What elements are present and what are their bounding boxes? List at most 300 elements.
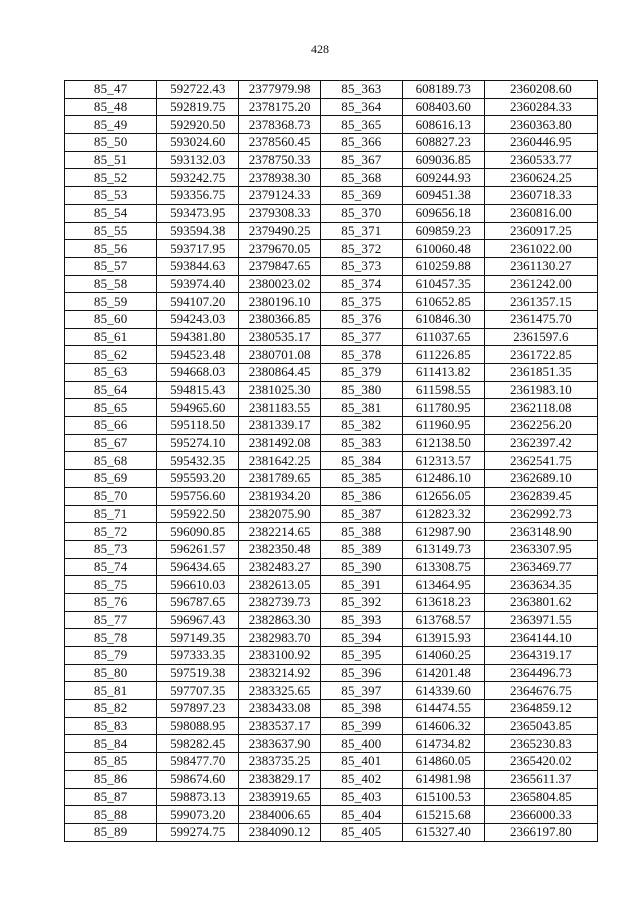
x-coordinate-right-cell: 610846.30 [402,310,484,328]
table-row [65,98,598,116]
point-id-left-cell: 85_53 [65,187,157,205]
point-id-right-cell: 85_367 [320,151,402,169]
point-id-left-cell: 85_56 [65,240,157,258]
x-coordinate-left-cell: 593974.40 [157,275,239,293]
x-coordinate-left-cell: 592722.43 [157,81,239,99]
x-coordinate-right-cell: 611598.55 [402,381,484,399]
y-coordinate-left-cell: 2381339.17 [239,417,321,435]
x-coordinate-left-cell: 597519.38 [157,664,239,682]
y-coordinate-left-cell: 2379670.05 [239,240,321,258]
table-row [65,682,598,700]
y-coordinate-left-cell: 2380864.45 [239,364,321,382]
x-coordinate-left-cell: 594107.20 [157,293,239,311]
x-coordinate-left-cell: 596610.03 [157,576,239,594]
point-id-right-cell: 85_404 [320,806,402,824]
point-id-left-cell: 85_88 [65,806,157,824]
point-id-right-cell: 85_365 [320,116,402,134]
point-id-right-cell: 85_386 [320,487,402,505]
x-coordinate-right-cell: 610259.88 [402,257,484,275]
y-coordinate-right-cell: 2364144.10 [484,629,597,647]
x-coordinate-left-cell: 593242.75 [157,169,239,187]
y-coordinate-right-cell: 2360363.80 [484,116,597,134]
point-id-right-cell: 85_396 [320,664,402,682]
point-id-left-cell: 85_67 [65,434,157,452]
y-coordinate-left-cell: 2382739.73 [239,593,321,611]
y-coordinate-left-cell: 2382075.90 [239,505,321,523]
y-coordinate-right-cell: 2363971.55 [484,611,597,629]
x-coordinate-right-cell: 610457.35 [402,275,484,293]
y-coordinate-right-cell: 2365611.37 [484,770,597,788]
y-coordinate-left-cell: 2381025.30 [239,381,321,399]
point-id-left-cell: 85_51 [65,151,157,169]
point-id-left-cell: 85_59 [65,293,157,311]
point-id-right-cell: 85_384 [320,452,402,470]
point-id-left-cell: 85_85 [65,753,157,771]
y-coordinate-left-cell: 2379124.33 [239,187,321,205]
point-id-left-cell: 85_52 [65,169,157,187]
x-coordinate-right-cell: 615215.68 [402,806,484,824]
x-coordinate-right-cell: 614339.60 [402,682,484,700]
x-coordinate-left-cell: 593132.03 [157,151,239,169]
y-coordinate-left-cell: 2382483.27 [239,558,321,576]
x-coordinate-left-cell: 598477.70 [157,753,239,771]
y-coordinate-left-cell: 2383100.92 [239,647,321,665]
y-coordinate-right-cell: 2365043.85 [484,717,597,735]
y-coordinate-left-cell: 2379847.65 [239,257,321,275]
x-coordinate-left-cell: 592920.50 [157,116,239,134]
point-id-left-cell: 85_70 [65,487,157,505]
point-id-right-cell: 85_383 [320,434,402,452]
y-coordinate-left-cell: 2378175.20 [239,98,321,116]
table-row [65,134,598,152]
y-coordinate-left-cell: 2384006.65 [239,806,321,824]
point-id-right-cell: 85_403 [320,788,402,806]
y-coordinate-right-cell: 2360446.95 [484,134,597,152]
point-id-right-cell: 85_401 [320,753,402,771]
point-id-left-cell: 85_89 [65,823,157,841]
x-coordinate-right-cell: 615100.53 [402,788,484,806]
x-coordinate-right-cell: 613308.75 [402,558,484,576]
y-coordinate-right-cell: 2364859.12 [484,700,597,718]
table-row [65,753,598,771]
point-id-right-cell: 85_363 [320,81,402,99]
x-coordinate-left-cell: 595432.35 [157,452,239,470]
point-id-left-cell: 85_55 [65,222,157,240]
y-coordinate-left-cell: 2383919.65 [239,788,321,806]
x-coordinate-left-cell: 595756.60 [157,487,239,505]
y-coordinate-right-cell: 2362118.08 [484,399,597,417]
y-coordinate-left-cell: 2381183.55 [239,399,321,417]
table-row [65,81,598,99]
table-row [65,381,598,399]
x-coordinate-right-cell: 608616.13 [402,116,484,134]
y-coordinate-right-cell: 2361130.27 [484,257,597,275]
y-coordinate-right-cell: 2362397.42 [484,434,597,452]
x-coordinate-right-cell: 610060.48 [402,240,484,258]
point-id-left-cell: 85_74 [65,558,157,576]
point-id-right-cell: 85_372 [320,240,402,258]
point-id-left-cell: 85_79 [65,647,157,665]
y-coordinate-right-cell: 2361242.00 [484,275,597,293]
x-coordinate-left-cell: 597897.23 [157,700,239,718]
y-coordinate-left-cell: 2377979.98 [239,81,321,99]
table-row [65,204,598,222]
y-coordinate-right-cell: 2363469.77 [484,558,597,576]
x-coordinate-left-cell: 594668.03 [157,364,239,382]
point-id-left-cell: 85_72 [65,523,157,541]
point-id-right-cell: 85_385 [320,470,402,488]
x-coordinate-left-cell: 594815.43 [157,381,239,399]
table-row [65,770,598,788]
table-row [65,629,598,647]
point-id-right-cell: 85_395 [320,647,402,665]
table-row [65,116,598,134]
x-coordinate-left-cell: 594381.80 [157,328,239,346]
table-row [65,222,598,240]
x-coordinate-right-cell: 613915.93 [402,629,484,647]
x-coordinate-left-cell: 595274.10 [157,434,239,452]
table-row [65,717,598,735]
y-coordinate-right-cell: 2361722.85 [484,346,597,364]
y-coordinate-right-cell: 2364319.17 [484,647,597,665]
point-id-left-cell: 85_48 [65,98,157,116]
point-id-left-cell: 85_58 [65,275,157,293]
y-coordinate-left-cell: 2382983.70 [239,629,321,647]
x-coordinate-left-cell: 598674.60 [157,770,239,788]
x-coordinate-left-cell: 596967.43 [157,611,239,629]
table-row [65,187,598,205]
point-id-right-cell: 85_394 [320,629,402,647]
table-row [65,700,598,718]
y-coordinate-left-cell: 2381642.25 [239,452,321,470]
y-coordinate-right-cell: 2362992.73 [484,505,597,523]
point-id-right-cell: 85_405 [320,823,402,841]
point-id-left-cell: 85_83 [65,717,157,735]
x-coordinate-left-cell: 593024.60 [157,134,239,152]
point-id-left-cell: 85_68 [65,452,157,470]
y-coordinate-right-cell: 2362541.75 [484,452,597,470]
y-coordinate-right-cell: 2361475.70 [484,310,597,328]
table-row [65,257,598,275]
y-coordinate-left-cell: 2380196.10 [239,293,321,311]
table-row [65,487,598,505]
point-id-right-cell: 85_369 [320,187,402,205]
x-coordinate-right-cell: 613768.57 [402,611,484,629]
point-id-left-cell: 85_78 [65,629,157,647]
x-coordinate-left-cell: 593473.95 [157,204,239,222]
table-row [65,364,598,382]
y-coordinate-right-cell: 2360816.00 [484,204,597,222]
x-coordinate-left-cell: 594965.60 [157,399,239,417]
point-id-left-cell: 85_86 [65,770,157,788]
x-coordinate-right-cell: 609859.23 [402,222,484,240]
x-coordinate-right-cell: 612823.32 [402,505,484,523]
table-row [65,558,598,576]
x-coordinate-right-cell: 608827.23 [402,134,484,152]
x-coordinate-right-cell: 612138.50 [402,434,484,452]
y-coordinate-right-cell: 2360917.25 [484,222,597,240]
x-coordinate-left-cell: 596787.65 [157,593,239,611]
x-coordinate-right-cell: 614606.32 [402,717,484,735]
y-coordinate-left-cell: 2380023.02 [239,275,321,293]
table-row [65,293,598,311]
y-coordinate-right-cell: 2364676.75 [484,682,597,700]
point-id-right-cell: 85_397 [320,682,402,700]
x-coordinate-right-cell: 614734.82 [402,735,484,753]
point-id-right-cell: 85_370 [320,204,402,222]
table-row [65,540,598,558]
x-coordinate-right-cell: 615327.40 [402,823,484,841]
point-id-left-cell: 85_62 [65,346,157,364]
point-id-right-cell: 85_366 [320,134,402,152]
x-coordinate-right-cell: 614474.55 [402,700,484,718]
x-coordinate-left-cell: 599274.75 [157,823,239,841]
point-id-right-cell: 85_375 [320,293,402,311]
point-id-left-cell: 85_87 [65,788,157,806]
point-id-right-cell: 85_379 [320,364,402,382]
point-id-left-cell: 85_84 [65,735,157,753]
y-coordinate-right-cell: 2360284.33 [484,98,597,116]
y-coordinate-left-cell: 2383829.17 [239,770,321,788]
y-coordinate-right-cell: 2364496.73 [484,664,597,682]
table-row [65,593,598,611]
x-coordinate-right-cell: 614981.98 [402,770,484,788]
y-coordinate-left-cell: 2382350.48 [239,540,321,558]
table-row [65,788,598,806]
point-id-right-cell: 85_364 [320,98,402,116]
point-id-left-cell: 85_69 [65,470,157,488]
coordinates-table-body [65,81,598,842]
point-id-right-cell: 85_388 [320,523,402,541]
point-id-right-cell: 85_387 [320,505,402,523]
y-coordinate-right-cell: 2361357.15 [484,293,597,311]
x-coordinate-left-cell: 597333.35 [157,647,239,665]
x-coordinate-left-cell: 593594.38 [157,222,239,240]
x-coordinate-right-cell: 612987.90 [402,523,484,541]
x-coordinate-left-cell: 597149.35 [157,629,239,647]
point-id-left-cell: 85_57 [65,257,157,275]
point-id-left-cell: 85_47 [65,81,157,99]
point-id-right-cell: 85_374 [320,275,402,293]
x-coordinate-left-cell: 598873.13 [157,788,239,806]
x-coordinate-right-cell: 608403.60 [402,98,484,116]
y-coordinate-left-cell: 2383735.25 [239,753,321,771]
y-coordinate-right-cell: 2362256.20 [484,417,597,435]
y-coordinate-right-cell: 2360624.25 [484,169,597,187]
y-coordinate-right-cell: 2360718.33 [484,187,597,205]
point-id-left-cell: 85_64 [65,381,157,399]
point-id-left-cell: 85_77 [65,611,157,629]
x-coordinate-left-cell: 592819.75 [157,98,239,116]
point-id-right-cell: 85_390 [320,558,402,576]
y-coordinate-right-cell: 2361022.00 [484,240,597,258]
y-coordinate-left-cell: 2380535.17 [239,328,321,346]
point-id-left-cell: 85_75 [65,576,157,594]
x-coordinate-left-cell: 599073.20 [157,806,239,824]
table-row [65,647,598,665]
x-coordinate-right-cell: 609656.18 [402,204,484,222]
y-coordinate-right-cell: 2362689.10 [484,470,597,488]
x-coordinate-right-cell: 613618.23 [402,593,484,611]
point-id-left-cell: 85_54 [65,204,157,222]
point-id-right-cell: 85_376 [320,310,402,328]
point-id-right-cell: 85_371 [320,222,402,240]
point-id-right-cell: 85_368 [320,169,402,187]
table-row [65,735,598,753]
point-id-right-cell: 85_382 [320,417,402,435]
table-row [65,399,598,417]
point-id-right-cell: 85_391 [320,576,402,594]
x-coordinate-right-cell: 612486.10 [402,470,484,488]
point-id-left-cell: 85_66 [65,417,157,435]
point-id-right-cell: 85_399 [320,717,402,735]
y-coordinate-left-cell: 2378368.73 [239,116,321,134]
y-coordinate-right-cell: 2360533.77 [484,151,597,169]
y-coordinate-right-cell: 2361597.6 [484,328,597,346]
x-coordinate-right-cell: 609451.38 [402,187,484,205]
y-coordinate-left-cell: 2380366.85 [239,310,321,328]
x-coordinate-right-cell: 612313.57 [402,452,484,470]
y-coordinate-right-cell: 2361983.10 [484,381,597,399]
y-coordinate-left-cell: 2381789.65 [239,470,321,488]
point-id-right-cell: 85_398 [320,700,402,718]
point-id-right-cell: 85_373 [320,257,402,275]
y-coordinate-right-cell: 2365420.02 [484,753,597,771]
y-coordinate-left-cell: 2382863.30 [239,611,321,629]
x-coordinate-left-cell: 593717.95 [157,240,239,258]
point-id-left-cell: 85_82 [65,700,157,718]
y-coordinate-right-cell: 2363148.90 [484,523,597,541]
y-coordinate-left-cell: 2383637.90 [239,735,321,753]
y-coordinate-left-cell: 2382613.05 [239,576,321,594]
x-coordinate-right-cell: 609036.85 [402,151,484,169]
point-id-left-cell: 85_65 [65,399,157,417]
point-id-left-cell: 85_49 [65,116,157,134]
y-coordinate-right-cell: 2365230.83 [484,735,597,753]
table-row [65,806,598,824]
y-coordinate-right-cell: 2360208.60 [484,81,597,99]
point-id-left-cell: 85_71 [65,505,157,523]
x-coordinate-left-cell: 595593.20 [157,470,239,488]
table-row [65,470,598,488]
x-coordinate-right-cell: 611960.95 [402,417,484,435]
table-row [65,434,598,452]
table-row [65,240,598,258]
point-id-right-cell: 85_381 [320,399,402,417]
x-coordinate-left-cell: 596261.57 [157,540,239,558]
x-coordinate-left-cell: 596090.85 [157,523,239,541]
x-coordinate-right-cell: 614060.25 [402,647,484,665]
point-id-right-cell: 85_389 [320,540,402,558]
point-id-right-cell: 85_393 [320,611,402,629]
point-id-right-cell: 85_402 [320,770,402,788]
x-coordinate-right-cell: 614201.48 [402,664,484,682]
x-coordinate-right-cell: 613149.73 [402,540,484,558]
x-coordinate-right-cell: 613464.95 [402,576,484,594]
x-coordinate-left-cell: 593844.63 [157,257,239,275]
x-coordinate-left-cell: 596434.65 [157,558,239,576]
x-coordinate-left-cell: 598282.45 [157,735,239,753]
y-coordinate-right-cell: 2363801.62 [484,593,597,611]
point-id-right-cell: 85_380 [320,381,402,399]
point-id-right-cell: 85_400 [320,735,402,753]
y-coordinate-left-cell: 2383433.08 [239,700,321,718]
point-id-right-cell: 85_378 [320,346,402,364]
y-coordinate-right-cell: 2366000.33 [484,806,597,824]
y-coordinate-right-cell: 2361851.35 [484,364,597,382]
point-id-left-cell: 85_73 [65,540,157,558]
point-id-left-cell: 85_61 [65,328,157,346]
point-id-left-cell: 85_76 [65,593,157,611]
table-row [65,328,598,346]
y-coordinate-left-cell: 2384090.12 [239,823,321,841]
point-id-left-cell: 85_60 [65,310,157,328]
x-coordinate-right-cell: 611226.85 [402,346,484,364]
table-row [65,576,598,594]
table-row [65,452,598,470]
y-coordinate-left-cell: 2383214.92 [239,664,321,682]
y-coordinate-right-cell: 2362839.45 [484,487,597,505]
y-coordinate-right-cell: 2366197.80 [484,823,597,841]
y-coordinate-left-cell: 2381934.20 [239,487,321,505]
page-number: 428 [311,42,329,56]
y-coordinate-left-cell: 2382214.65 [239,523,321,541]
y-coordinate-right-cell: 2363634.35 [484,576,597,594]
table-row [65,611,598,629]
table-row [65,664,598,682]
x-coordinate-right-cell: 612656.05 [402,487,484,505]
x-coordinate-left-cell: 594243.03 [157,310,239,328]
table-row [65,505,598,523]
point-id-left-cell: 85_50 [65,134,157,152]
x-coordinate-right-cell: 610652.85 [402,293,484,311]
point-id-right-cell: 85_377 [320,328,402,346]
x-coordinate-left-cell: 594523.48 [157,346,239,364]
point-id-right-cell: 85_392 [320,593,402,611]
point-id-left-cell: 85_80 [65,664,157,682]
table-row [65,151,598,169]
table-row [65,523,598,541]
y-coordinate-right-cell: 2363307.95 [484,540,597,558]
coordinates-table [64,80,598,842]
x-coordinate-right-cell: 614860.05 [402,753,484,771]
point-id-left-cell: 85_81 [65,682,157,700]
table-row [65,275,598,293]
y-coordinate-left-cell: 2378560.45 [239,134,321,152]
x-coordinate-left-cell: 597707.35 [157,682,239,700]
y-coordinate-left-cell: 2383325.65 [239,682,321,700]
table-row [65,169,598,187]
y-coordinate-left-cell: 2383537.17 [239,717,321,735]
y-coordinate-left-cell: 2379490.25 [239,222,321,240]
x-coordinate-right-cell: 611413.82 [402,364,484,382]
x-coordinate-left-cell: 593356.75 [157,187,239,205]
x-coordinate-right-cell: 611037.65 [402,328,484,346]
x-coordinate-right-cell: 609244.93 [402,169,484,187]
table-row [65,310,598,328]
x-coordinate-right-cell: 608189.73 [402,81,484,99]
x-coordinate-left-cell: 595922.50 [157,505,239,523]
point-id-left-cell: 85_63 [65,364,157,382]
y-coordinate-left-cell: 2380701.08 [239,346,321,364]
x-coordinate-left-cell: 595118.50 [157,417,239,435]
y-coordinate-left-cell: 2378750.33 [239,151,321,169]
x-coordinate-left-cell: 598088.95 [157,717,239,735]
y-coordinate-left-cell: 2381492.08 [239,434,321,452]
table-row [65,346,598,364]
table-row [65,823,598,841]
y-coordinate-left-cell: 2379308.33 [239,204,321,222]
